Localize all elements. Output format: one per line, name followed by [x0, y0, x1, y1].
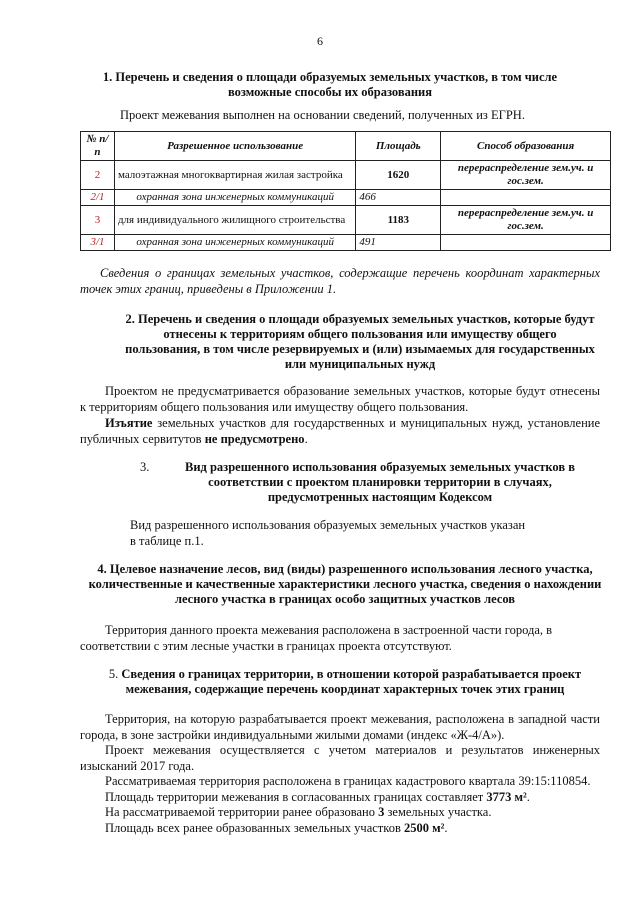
section5-p5 — [80, 805, 600, 821]
section5-heading-text: Сведения о границах территории, в отношении которой разрабатывается проект межевания, содержащие перечень координат характерных точек этих границ — [121, 667, 582, 696]
section5-p2: Проект межевания осуществляется с учетом материалов и результатов инженерных изысканий 2017 года. — [80, 743, 600, 773]
col-header-use: Разрешенное использование — [114, 132, 355, 161]
row-method: перераспределение зем.уч. и гос.зем. — [441, 206, 611, 235]
row-num: 3 — [81, 206, 115, 235]
table-row — [81, 235, 611, 251]
section1-intro: Проект межевания выполнен на основании сведений, полученных из ЕГРН. — [120, 108, 525, 122]
section2-p2-bold-end: не предусмотрено — [204, 431, 305, 446]
section2-heading: 2. Перечень и сведения о площади образуемых земельных участков, которые будут отнесены к территориям общего пользования или имуществу общего пользования, в том числе резервируемых и (или) изымаемых для государственных или муниципальных нужд — [125, 312, 595, 371]
table-row — [81, 161, 611, 190]
row-use: охранная зона инженерных коммуникаций — [114, 190, 355, 206]
row-num: 2/1 — [81, 190, 115, 206]
section5-p6 — [80, 821, 600, 837]
section3-num: 3. — [140, 460, 150, 474]
row-num: 3/1 — [81, 235, 115, 251]
row-area: 491 — [356, 235, 441, 251]
section2-p1: Проектом не предусматривается образование земельных участков, которые будут отнесены к территориям общего пользования или имуществу общего пользования. — [80, 384, 600, 414]
row-num: 2 — [81, 161, 115, 190]
row-use: для индивидуального жилищного строительства — [114, 206, 355, 235]
section1-heading-line2: возможные способы их образования — [227, 85, 433, 99]
section5-p6-tail: . — [444, 820, 448, 835]
section5-p5-tail: земельных участка. — [384, 805, 492, 819]
section5-p6-value: 2500 м² — [404, 820, 445, 835]
row-area: 466 — [356, 190, 441, 206]
row-use: малоэтажная многоквартирная жилая застройка — [114, 161, 355, 190]
section3-heading — [140, 460, 600, 505]
parcels-table — [80, 131, 611, 251]
section2-p2-text: земельных участков для государственных и муниципальных нужд, установление публичных сервитутов — [80, 416, 600, 446]
table-row — [81, 206, 611, 235]
col-header-num: № п/п — [81, 132, 115, 161]
section2-p2-tail: . — [304, 431, 308, 446]
row-method: перераспределение зем.уч. и гос.зем. — [441, 161, 611, 190]
row-use: охранная зона инженерных коммуникаций — [114, 235, 355, 251]
section5-body — [80, 712, 600, 836]
section1-heading — [60, 70, 600, 100]
table-row — [81, 190, 611, 206]
section4-text: Территория данного проекта межевания расположена в застроенной части города, в соответствии с этим лесные участки в границах проекта отсутствуют. — [80, 623, 553, 653]
row-method — [441, 190, 611, 206]
section1-heading-line1: 1. Перечень и сведения о площади образуемых земельных участков, в том числе — [102, 70, 558, 84]
section1-note: Сведения о границах земельных участков, содержащие перечень координат характерных точек этих границ, приведены в Приложении 1. — [80, 266, 600, 296]
section5-p4-text: Площадь территории межевания в согласованных границах составляет — [105, 789, 487, 804]
row-area: 1183 — [356, 206, 441, 235]
section5-num: 5. — [108, 667, 119, 681]
section5-p1: Территория, на которую разрабатывается проект межевания, расположена в западной части города, в зоне застройки индивидуальными жилыми домами (индекс «Ж-4/А»). — [80, 712, 600, 742]
section2-p2-bold: Изъятие — [105, 416, 153, 430]
col-header-area: Площадь — [356, 132, 441, 161]
section5-p5-value: 3 — [378, 805, 385, 819]
section3-text: Вид разрешенного использования образуемых земельных участков указан в таблице п.1. — [130, 518, 526, 548]
page-number: 6 — [317, 34, 323, 48]
section5-p3: Рассматриваемая территория расположена в границах кадастрового квартала 39:15:110854. — [105, 774, 591, 788]
table-header-row — [81, 132, 611, 161]
row-method — [441, 235, 611, 251]
section4-heading: 4. Целевое назначение лесов, вид (виды) разрешенного использования лесного участка, количественные и качественные характеристики лесного участка, сведения о нахождении лесного участка в границах особо защитных участков лесов — [88, 562, 602, 606]
col-header-method: Способ образования — [441, 132, 611, 161]
section5-p5-text: На рассматриваемой территории ранее образовано — [105, 805, 379, 819]
section5-p4 — [80, 790, 600, 806]
section2-p2 — [80, 416, 600, 447]
section5-p4-tail: . — [526, 789, 530, 804]
section3-heading-text: Вид разрешенного использования образуемых земельных участков в соответствии с проектом планировки территории в случаях, предусмотренных настоящим Кодексом — [184, 460, 575, 504]
row-area: 1620 — [356, 161, 441, 190]
section5-p4-value: 3773 м² — [486, 789, 527, 804]
section5-p6-text: Площадь всех ранее образованных земельных участков — [105, 820, 404, 835]
section5-heading — [85, 667, 605, 697]
